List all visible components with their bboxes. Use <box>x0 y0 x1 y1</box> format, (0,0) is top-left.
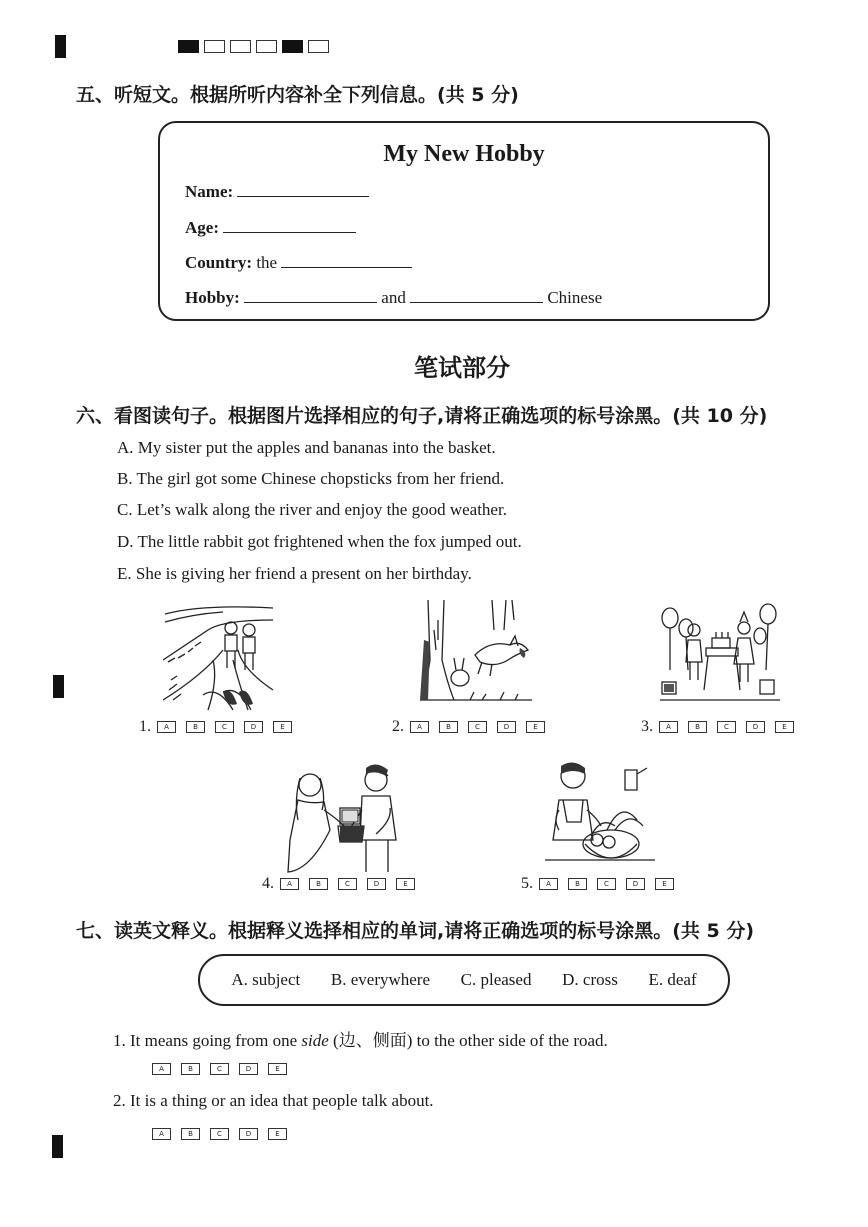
definition-1 <box>113 1026 608 1051</box>
option-e[interactable]: E <box>396 878 415 890</box>
country-label: Country: <box>185 253 253 272</box>
hobby-blank-2[interactable] <box>410 285 543 303</box>
header-box <box>178 40 199 53</box>
definition-1-pre: 1. It means going from one <box>113 1031 302 1050</box>
hobby-label: Hobby: <box>185 288 240 307</box>
option-d[interactable]: D <box>367 878 386 890</box>
option-e[interactable]: E <box>526 721 545 733</box>
option-e[interactable]: E <box>775 721 794 733</box>
name-field <box>185 179 369 202</box>
option-c[interactable]: C <box>338 878 357 890</box>
option-d[interactable]: D <box>239 1063 258 1075</box>
definition-1-post: (边、侧面) to the other side of the road. <box>328 1031 608 1050</box>
name-label: Name: <box>185 182 234 201</box>
option-e[interactable]: E <box>273 721 292 733</box>
option-d[interactable]: D <box>497 721 516 733</box>
picture-fox-rabbit <box>420 600 532 712</box>
option-e[interactable]: E <box>655 878 674 890</box>
option-c[interactable]: C <box>717 721 736 733</box>
header-box <box>230 40 251 53</box>
option-a[interactable]: A <box>659 721 678 733</box>
option-a[interactable]: A <box>280 878 299 890</box>
option-c[interactable]: C <box>210 1063 229 1075</box>
hobby-field <box>185 285 602 308</box>
option-d[interactable]: D <box>239 1128 258 1140</box>
question-number: 4. <box>262 875 274 892</box>
question-row-2 <box>392 718 555 736</box>
sentence-b: B. The girl got some Chinese chopsticks from her friend. <box>117 469 505 488</box>
definition-2-options <box>152 1128 297 1140</box>
written-part-title: 笔试部分 <box>414 354 510 382</box>
section5-title: 五、听短文。根据所听内容补全下列信息。(共 5 分) <box>76 84 519 106</box>
question-number: 3. <box>641 718 653 735</box>
question-number: 2. <box>392 718 404 735</box>
option-b[interactable]: B <box>439 721 458 733</box>
sentence-d: D. The little rabbit got frightened when the fox jumped out. <box>117 532 522 551</box>
header-code-boxes <box>178 37 334 55</box>
name-blank[interactable] <box>237 179 369 197</box>
option-a[interactable]: A <box>410 721 429 733</box>
question-row-4 <box>262 875 425 893</box>
question-row-3 <box>641 718 804 736</box>
age-label: Age: <box>185 218 219 237</box>
sentence-e: E. She is giving her friend a present on her birthday. <box>117 564 472 583</box>
header-box <box>282 40 303 53</box>
picture-fruit-basket <box>545 760 655 872</box>
option-b[interactable]: B <box>568 878 587 890</box>
scan-marker-top <box>55 35 66 58</box>
definition-1-options <box>152 1063 297 1075</box>
question-number: 1. <box>139 718 151 735</box>
question-number: 5. <box>521 875 533 892</box>
option-e[interactable]: E <box>268 1063 287 1075</box>
card-title: My New Hobby <box>383 141 545 167</box>
definition-2-text: 2. It is a thing or an idea that people talk about. <box>113 1091 434 1110</box>
option-a[interactable]: A <box>539 878 558 890</box>
section7-title: 七、读英文释义。根据释义选择相应的单词,请将正确选项的标号涂黑。(共 5 分) <box>76 920 755 942</box>
definition-2 <box>113 1091 434 1111</box>
sentence-a: A. My sister put the apples and bananas into the basket. <box>117 438 496 457</box>
option-d[interactable]: D <box>626 878 645 890</box>
word-option-c: C. pleased <box>460 970 532 989</box>
hobby-card <box>158 121 770 321</box>
picture-birthday-party <box>660 600 780 712</box>
header-box <box>308 40 329 53</box>
country-prefix: the <box>256 253 278 272</box>
picture-giving-present <box>280 760 410 875</box>
option-b[interactable]: B <box>181 1063 200 1075</box>
definition-1-italic: side <box>301 1031 329 1050</box>
option-a[interactable]: A <box>152 1128 171 1140</box>
option-d[interactable]: D <box>746 721 765 733</box>
word-bank <box>198 954 730 1006</box>
hobby-suffix: Chinese <box>547 288 603 307</box>
option-a[interactable]: A <box>157 721 176 733</box>
option-c[interactable]: C <box>215 721 234 733</box>
option-b[interactable]: B <box>688 721 707 733</box>
question-row-5 <box>521 875 684 893</box>
scan-marker-middle <box>53 675 64 698</box>
header-box <box>204 40 225 53</box>
country-blank[interactable] <box>281 250 412 268</box>
word-option-a: A. subject <box>231 970 301 989</box>
option-c[interactable]: C <box>597 878 616 890</box>
header-box <box>256 40 277 53</box>
hobby-blank-1[interactable] <box>244 285 377 303</box>
option-e[interactable]: E <box>268 1128 287 1140</box>
age-field <box>185 215 356 238</box>
age-blank[interactable] <box>223 215 356 233</box>
question-row-1 <box>139 718 302 736</box>
hobby-and: and <box>381 288 406 307</box>
picture-boys-river <box>163 600 275 712</box>
option-c[interactable]: C <box>210 1128 229 1140</box>
option-b[interactable]: B <box>186 721 205 733</box>
section6-title: 六、看图读句子。根据图片选择相应的句子,请将正确选项的标号涂黑。(共 10 分) <box>76 405 768 427</box>
word-option-b: B. everywhere <box>330 970 431 989</box>
option-a[interactable]: A <box>152 1063 171 1075</box>
country-field <box>185 250 412 273</box>
sentence-c: C. Let’s walk along the river and enjoy the good weather. <box>117 500 507 519</box>
option-b[interactable]: B <box>181 1128 200 1140</box>
option-b[interactable]: B <box>309 878 328 890</box>
option-d[interactable]: D <box>244 721 263 733</box>
word-option-d: D. cross <box>562 970 618 989</box>
option-c[interactable]: C <box>468 721 487 733</box>
word-option-e: E. deaf <box>648 970 697 989</box>
scan-marker-bottom <box>52 1135 63 1158</box>
